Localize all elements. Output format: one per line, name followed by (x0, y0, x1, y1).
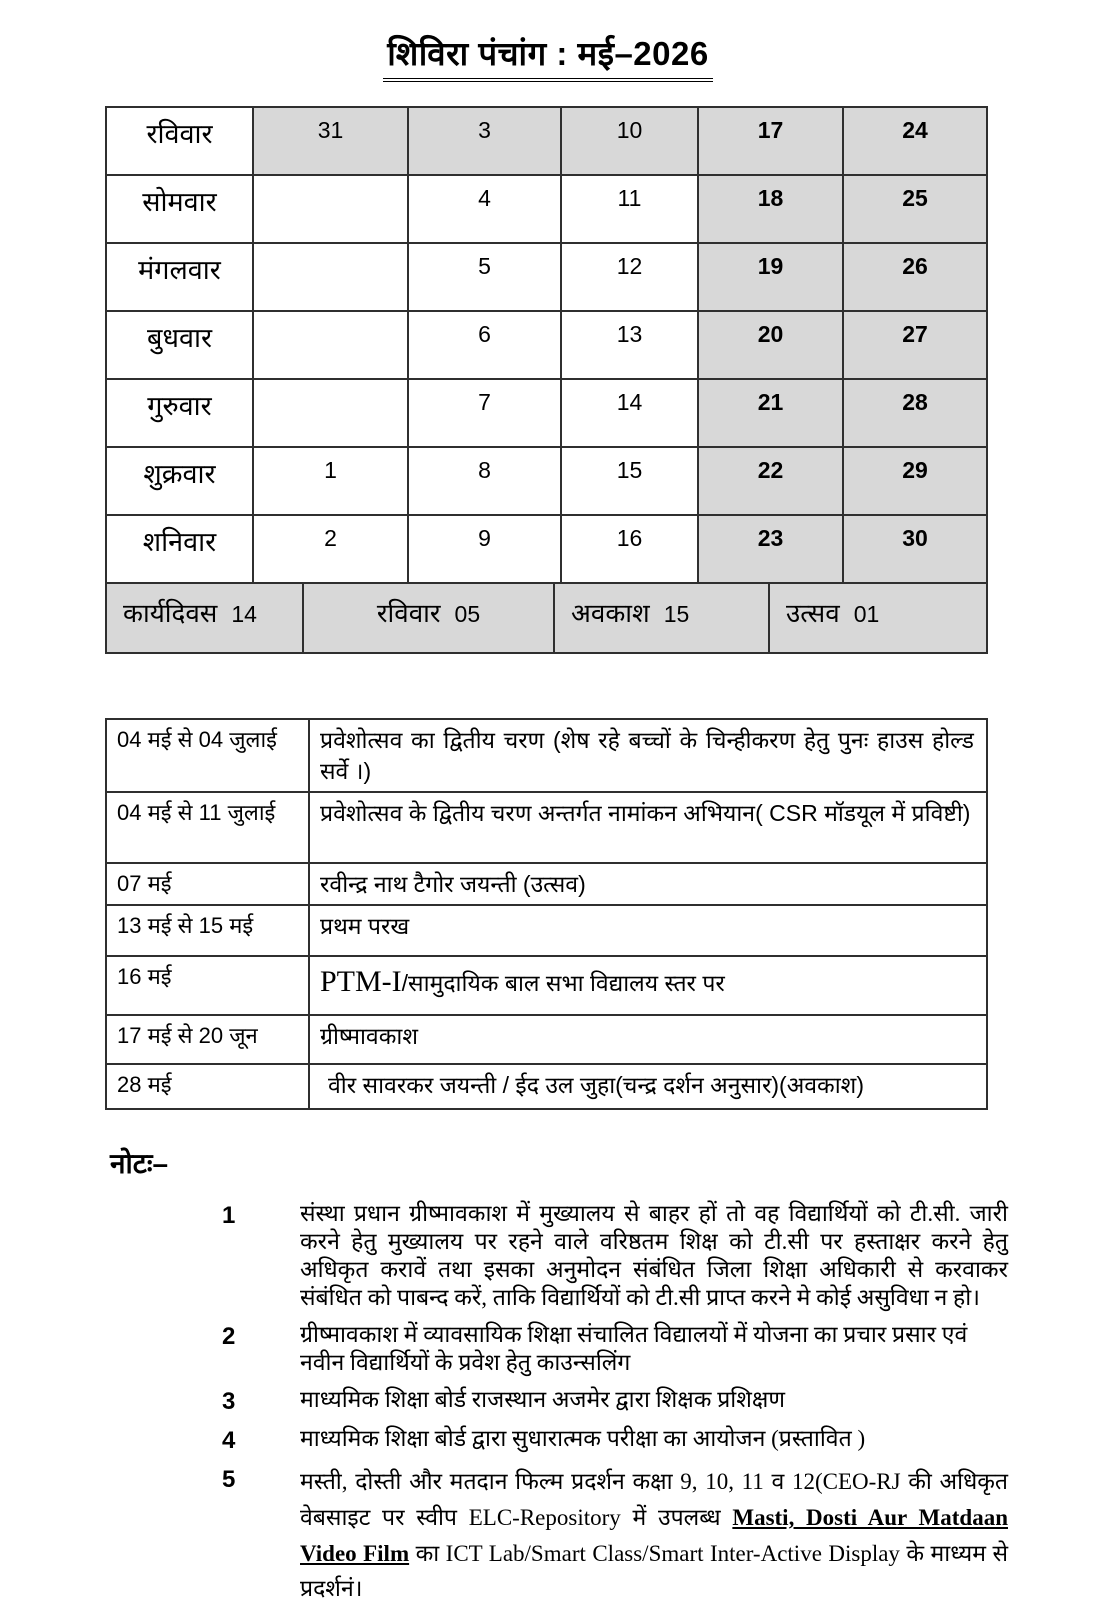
date-cell: 26 (843, 243, 987, 311)
calendar-row-monday (106, 175, 987, 243)
date-cell: 6 (408, 311, 561, 379)
date-cell: 30 (843, 515, 987, 583)
date-cell: 17 (698, 107, 843, 175)
note-text: माध्यमिक शिक्षा बोर्ड राजस्थान अजमेर द्वारा शिक्षक प्रशिक्षण (300, 1387, 786, 1413)
event-row (106, 792, 987, 863)
calendar-row-sunday (106, 107, 987, 175)
workdays-cell (106, 583, 303, 653)
date-cell: 11 (561, 175, 698, 243)
day-name: मंगलवार (106, 243, 253, 311)
date-cell: 15 (561, 447, 698, 515)
date-cell: 14 (561, 379, 698, 447)
calendar-table (105, 106, 988, 584)
note-text: संस्था प्रधान ग्रीष्मावकाश में मुख्यालय से बाहर हों तो वह विद्यार्थियों को टी.सी. जारी करने हेतु मुख्यालय पर रहने वाले वरिष्ठतम शिक्ष को टी.सी पर हस्ताक्षर करने हेतु अधिकृत करावें तथा इसका अनुमोदन संबंधित जिला शिक्षा अधिकारी से करवाकर संबंधित को पाबन्द करें, ताकि विद्यार्थियों को टी.सी प्राप्त करने मे कोई असुविधा न हो। (300, 1201, 1009, 1311)
note-number: 4 (222, 1427, 236, 1455)
note-item (222, 1425, 1096, 1455)
date-cell: 25 (843, 175, 987, 243)
date-cell: 8 (408, 447, 561, 515)
event-desc: रवीन्द्र नाथ टैगोर जयन्ती (उत्सव) (309, 863, 987, 905)
date-cell: 23 (698, 515, 843, 583)
date-cell (253, 175, 408, 243)
date-cell: 3 (408, 107, 561, 175)
calendar-row-tuesday (106, 243, 987, 311)
date-cell: 12 (561, 243, 698, 311)
holidays-label: अवकाश (571, 598, 650, 628)
date-cell: 29 (843, 447, 987, 515)
day-name: रविवार (106, 107, 253, 175)
date-cell: 2 (253, 515, 408, 583)
event-desc: ग्रीष्मावकाश (309, 1015, 987, 1064)
event-desc: प्रवेशोत्सव का द्वितीय चरण (शेष रहे बच्चों के चिन्हीकरण हेतु पुनः हाउस होल्ड सर्वे ।) (309, 719, 987, 792)
date-cell: 22 (698, 447, 843, 515)
day-name: बुधवार (106, 311, 253, 379)
day-name: शनिवार (106, 515, 253, 583)
festival-value: 01 (853, 601, 880, 627)
calendar-row-thursday (106, 379, 987, 447)
date-cell: 31 (253, 107, 408, 175)
event-date: 07 मई (106, 863, 309, 905)
note-item (222, 1200, 1096, 1312)
date-cell: 24 (843, 107, 987, 175)
event-row (106, 1064, 987, 1109)
note-number: 5 (222, 1466, 236, 1494)
date-cell: 5 (408, 243, 561, 311)
date-cell (253, 379, 408, 447)
sundays-label: रविवार (376, 598, 441, 628)
summary-table (105, 582, 988, 654)
event-date: 17 मई से 20 जून (106, 1015, 309, 1064)
holidays-value: 15 (663, 601, 690, 627)
date-cell: 18 (698, 175, 843, 243)
summary-row (106, 583, 987, 653)
day-name: गुरुवार (106, 379, 253, 447)
workdays-label: कार्यदिवस (123, 598, 218, 628)
event-desc: वीर सावरकर जयन्ती / ईद उल जुहा(चन्द्र दर्शन अनुसार)(अवकाश) (309, 1064, 987, 1109)
date-cell: 28 (843, 379, 987, 447)
date-cell: 20 (698, 311, 843, 379)
date-cell (253, 311, 408, 379)
event-desc-rest: /सामुदायिक बाल सभा विद्यालय स्तर पर (401, 970, 725, 997)
day-name: सोमवार (106, 175, 253, 243)
date-cell: 27 (843, 311, 987, 379)
date-cell: 19 (698, 243, 843, 311)
event-row (106, 956, 987, 1015)
sundays-cell (303, 583, 554, 653)
event-date: 16 मई (106, 956, 309, 1015)
note-item (222, 1386, 1096, 1416)
day-name: शुक्रवार (106, 447, 253, 515)
event-desc: प्रवेशोत्सव के द्वितीय चरण अन्तर्गत नामांकन अभियान( CSR मॉडयूल में प्रविष्टी) (309, 792, 987, 863)
date-cell (253, 243, 408, 311)
date-cell: 7 (408, 379, 561, 447)
title-wrap (0, 0, 1096, 82)
note-text: माध्यमिक शिक्षा बोर्ड द्वारा सुधारात्मक परीक्षा का आयोजन (प्रस्तावित ) (300, 1426, 866, 1452)
calendar-row-friday (106, 447, 987, 515)
event-desc-latin: PTM-I (320, 965, 402, 999)
event-row (106, 905, 987, 956)
date-cell: 1 (253, 447, 408, 515)
note-text-emphasis: Masti, Dosti Aur Matdaan Video Film (300, 1505, 1008, 1566)
event-desc: प्रथम परख (309, 905, 987, 956)
note-text-before: मस्ती, दोस्ती और मतदान फिल्म प्रदर्शन कक्षा 9, 10, 11 व 12(CEO-RJ की अधिकृत वेबसाइट पर स्वीप ELC-Repository में उपलब्ध (300, 1469, 1008, 1531)
date-cell: 13 (561, 311, 698, 379)
events-table (105, 718, 988, 1110)
event-row (106, 719, 987, 792)
date-cell: 4 (408, 175, 561, 243)
page-title: शिविरा पंचांग : मई–2026 (383, 30, 712, 82)
notes-heading: नोटः– (110, 1148, 169, 1180)
note-item (222, 1321, 1096, 1377)
holidays-cell (554, 583, 769, 653)
calendar-row-saturday (106, 515, 987, 583)
date-cell: 21 (698, 379, 843, 447)
date-cell: 9 (408, 515, 561, 583)
event-row (106, 863, 987, 905)
workdays-value: 14 (231, 601, 257, 627)
date-cell: 10 (561, 107, 698, 175)
date-cell: 16 (561, 515, 698, 583)
event-desc (309, 956, 987, 1015)
event-date: 04 मई से 04 जुलाई (106, 719, 309, 792)
event-row (106, 1015, 987, 1064)
event-date: 04 मई से 11 जुलाई (106, 792, 309, 863)
note-number: 3 (222, 1388, 236, 1416)
festival-cell (769, 583, 987, 653)
note-text: ग्रीष्मावकाश में व्यावसायिक शिक्षा संचालित विद्यालयों में योजना का प्रचार प्रसार एवं नवीन विद्यार्थियों के प्रवेश हेतु काउन्सलिंग (300, 1322, 968, 1376)
calendar-row-wednesday (106, 311, 987, 379)
note-number: 2 (222, 1323, 236, 1351)
festival-label: उत्सव (786, 598, 840, 628)
event-date: 13 मई से 15 मई (106, 905, 309, 956)
note-number: 1 (222, 1202, 236, 1230)
event-date: 28 मई (106, 1064, 309, 1109)
note-text-after: का ICT Lab/Smart Class/Smart Inter-Active Display के माध्यम से प्रदर्शनं। (300, 1540, 1008, 1602)
sundays-value: 05 (454, 601, 481, 627)
